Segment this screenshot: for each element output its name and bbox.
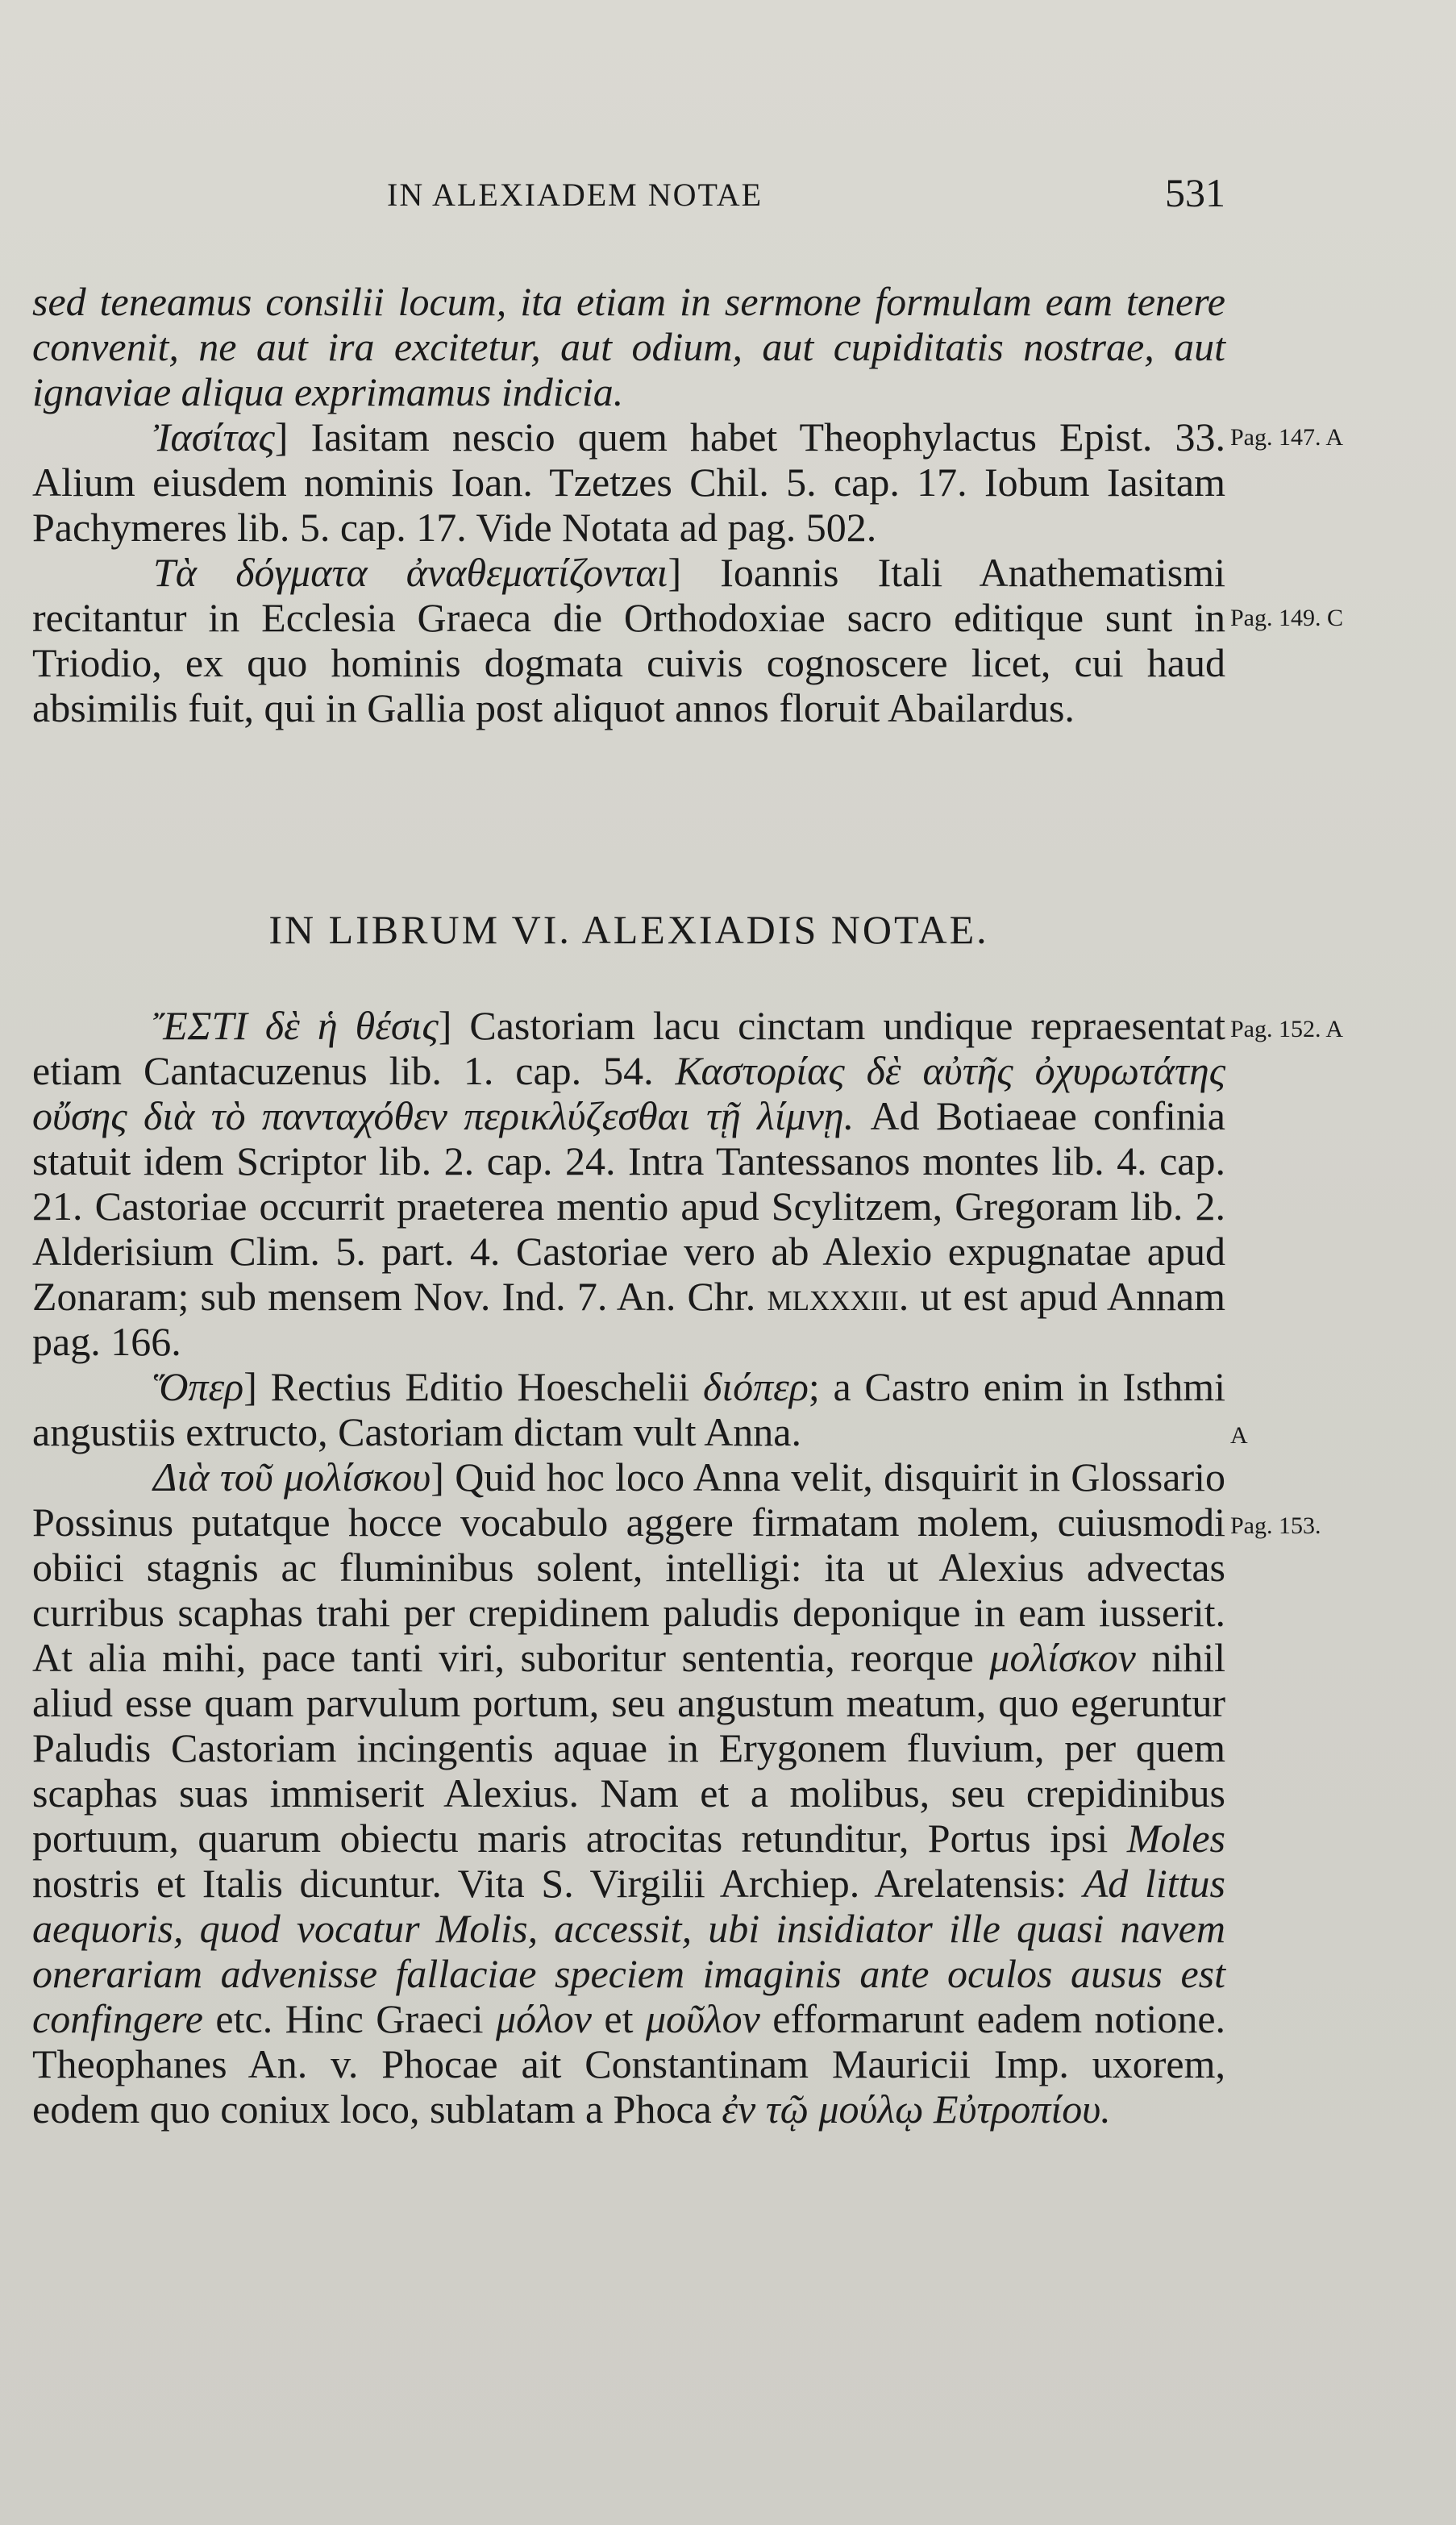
- page-number: 531: [1165, 170, 1225, 215]
- margin-ref-153: Pag. 153.: [1230, 1512, 1321, 1539]
- margin-ref-a: A: [1230, 1422, 1248, 1449]
- note-text: ut est apud Annam pag. 166.: [32, 1274, 1226, 1364]
- roman-year: mlxxxiii.: [767, 1274, 909, 1319]
- note-iasitas: [32, 414, 1225, 550]
- greek-word: μόλον: [495, 1996, 592, 2041]
- greek-word: μολίσκον: [989, 1635, 1136, 1680]
- greek-word: διόπερ: [702, 1364, 809, 1409]
- note-hoper: [32, 1364, 1225, 1454]
- greek-word: μοῦλον: [645, 1996, 760, 2041]
- latin-italic: Moles: [1126, 1816, 1226, 1861]
- note-thesis: [32, 1003, 1225, 1364]
- lemma: Τὰ δόγματα ἀναθεματίζονται: [153, 550, 668, 595]
- note-text: ; a Castro enim in Isthmi angustiis extructo, Castoriam dictam vult Anna.: [32, 1364, 1225, 1454]
- text-block-2: [32, 1003, 1225, 2132]
- note-text: ] Ioannis Itali Anathematismi recitantur in Ecclesia Graeca die Orthodoxiae sacro editique sunt in Triodio, ex quo hominis dogmata cuivis cognoscere licet, cui haud absimilis fuit, qui in Gallia post aliquot annos floruit Abailardus.: [32, 550, 1225, 730]
- running-title: IN ALEXIADEM NOTAE: [387, 177, 763, 213]
- note-text: efformarunt eadem notione. Theophanes An. v. Phocae ait Constantinam Mauricii Imp. uxorem, eodem quo coniux loco, sublatam a Phoca: [32, 1996, 1226, 2132]
- note-text: ] Quid hoc loco Anna velit, disquirit in Glossario Possinus putatque hocce vocabulo aggere firmatam molem, cuiusmodi obiici stagnis ac fluminibus solent, intelligi: ita ut Alexius advectas curribus scaphas trahi per crepidinem paludis deponique in eam iusserit. At alia mihi, pace tanti viri, suboritur sententia, reorque: [32, 1454, 1225, 1680]
- note-moliskou: [32, 1454, 1225, 2132]
- paragraph-continuation: sed teneamus consilii locum, ita etiam in sermone formulam eam tenere convenit, ne aut ira excitetur, aut odium, aut cupiditatis nostrae, aut ignaviae aliqua exprimamus indicia.: [32, 279, 1225, 414]
- lemma: Ἰασίτας: [153, 414, 275, 460]
- note-text: etc. Hinc Graeci: [215, 1996, 484, 2041]
- note-text: ] Iasitam nescio quem habet Theophylactus Epist. 33. Alium eiusdem nominis Ioan. Tzetzes Chil. 5. cap. 17. Iobum Iasitam Pachymeres lib. 5. cap. 17. Vide Notata ad pag. 502.: [32, 414, 1225, 550]
- lemma: ἜΣΤΙ δὲ ἡ θέσις: [153, 1003, 439, 1048]
- note-dogmata: [32, 550, 1225, 730]
- lemma: Διὰ τοῦ μολίσκου: [153, 1454, 431, 1500]
- note-text: nostris et Italis dicuntur. Vita S. Virgilii Archiep. Arelatensis:: [32, 1861, 1067, 1906]
- greek-quote: Καστορίας δὲ αὐτῆς ὀχυρωτάτης οὔσης διὰ τὸ πανταχόθεν περικλύζεσθαι τῇ λίμνῃ.: [32, 1048, 1226, 1138]
- greek-quote: ἐν τῷ μούλῳ Εὐτροπίου.: [722, 2086, 1111, 2132]
- note-text: ] Castoriam lacu cinctam undique repraesentat etiam Cantacuzenus lib. 1. cap. 54.: [32, 1003, 1225, 1093]
- margin-ref-147: Pag. 147. A: [1230, 424, 1344, 451]
- section-title: IN LIBRUM VI. ALEXIADIS NOTAE.: [268, 907, 989, 952]
- lemma: Ὅπερ: [153, 1364, 244, 1409]
- running-header: [32, 169, 1225, 218]
- note-text: nihil aliud esse quam parvulum portum, seu angustum meatum, quo egeruntur Paludis Castoriam incingentis aquae in Erygonem fluvium, per quem scaphas suas immiserit Alexius. Nam et a molibus, seu crepidinibus portuum, quarum obiectu maris atrocitas retunditur, Portus ipsi: [32, 1635, 1225, 1861]
- margin-ref-152: Pag. 152. A: [1230, 1016, 1344, 1042]
- text-block-1: [32, 279, 1225, 730]
- note-text: ] Rectius Editio Hoeschelii: [243, 1364, 690, 1409]
- latin-quote: Ad littus aequoris, quod vocatur Molis, accessit, ubi insidiator ille quasi navem onerariam advenisse fallaciae speciem imaginis ante oculos ausus est confingere: [32, 1861, 1225, 2041]
- note-text: et: [604, 1996, 634, 2041]
- note-text: Ad Botiaeae confinia statuit idem Scriptor lib. 2. cap. 24. Intra Tantessanos montes lib. 4. cap. 21. Castoriae occurrit praeterea mentio apud Scylitzem, Gregoram lib. 2. Alderisium Clim. 5. part. 4. Castoriae vero ab Alexio expugnatae apud Zonaram; sub mensem Nov. Ind. 7. An. Chr.: [32, 1093, 1225, 1319]
- margin-ref-149: Pag. 149. C: [1230, 605, 1344, 631]
